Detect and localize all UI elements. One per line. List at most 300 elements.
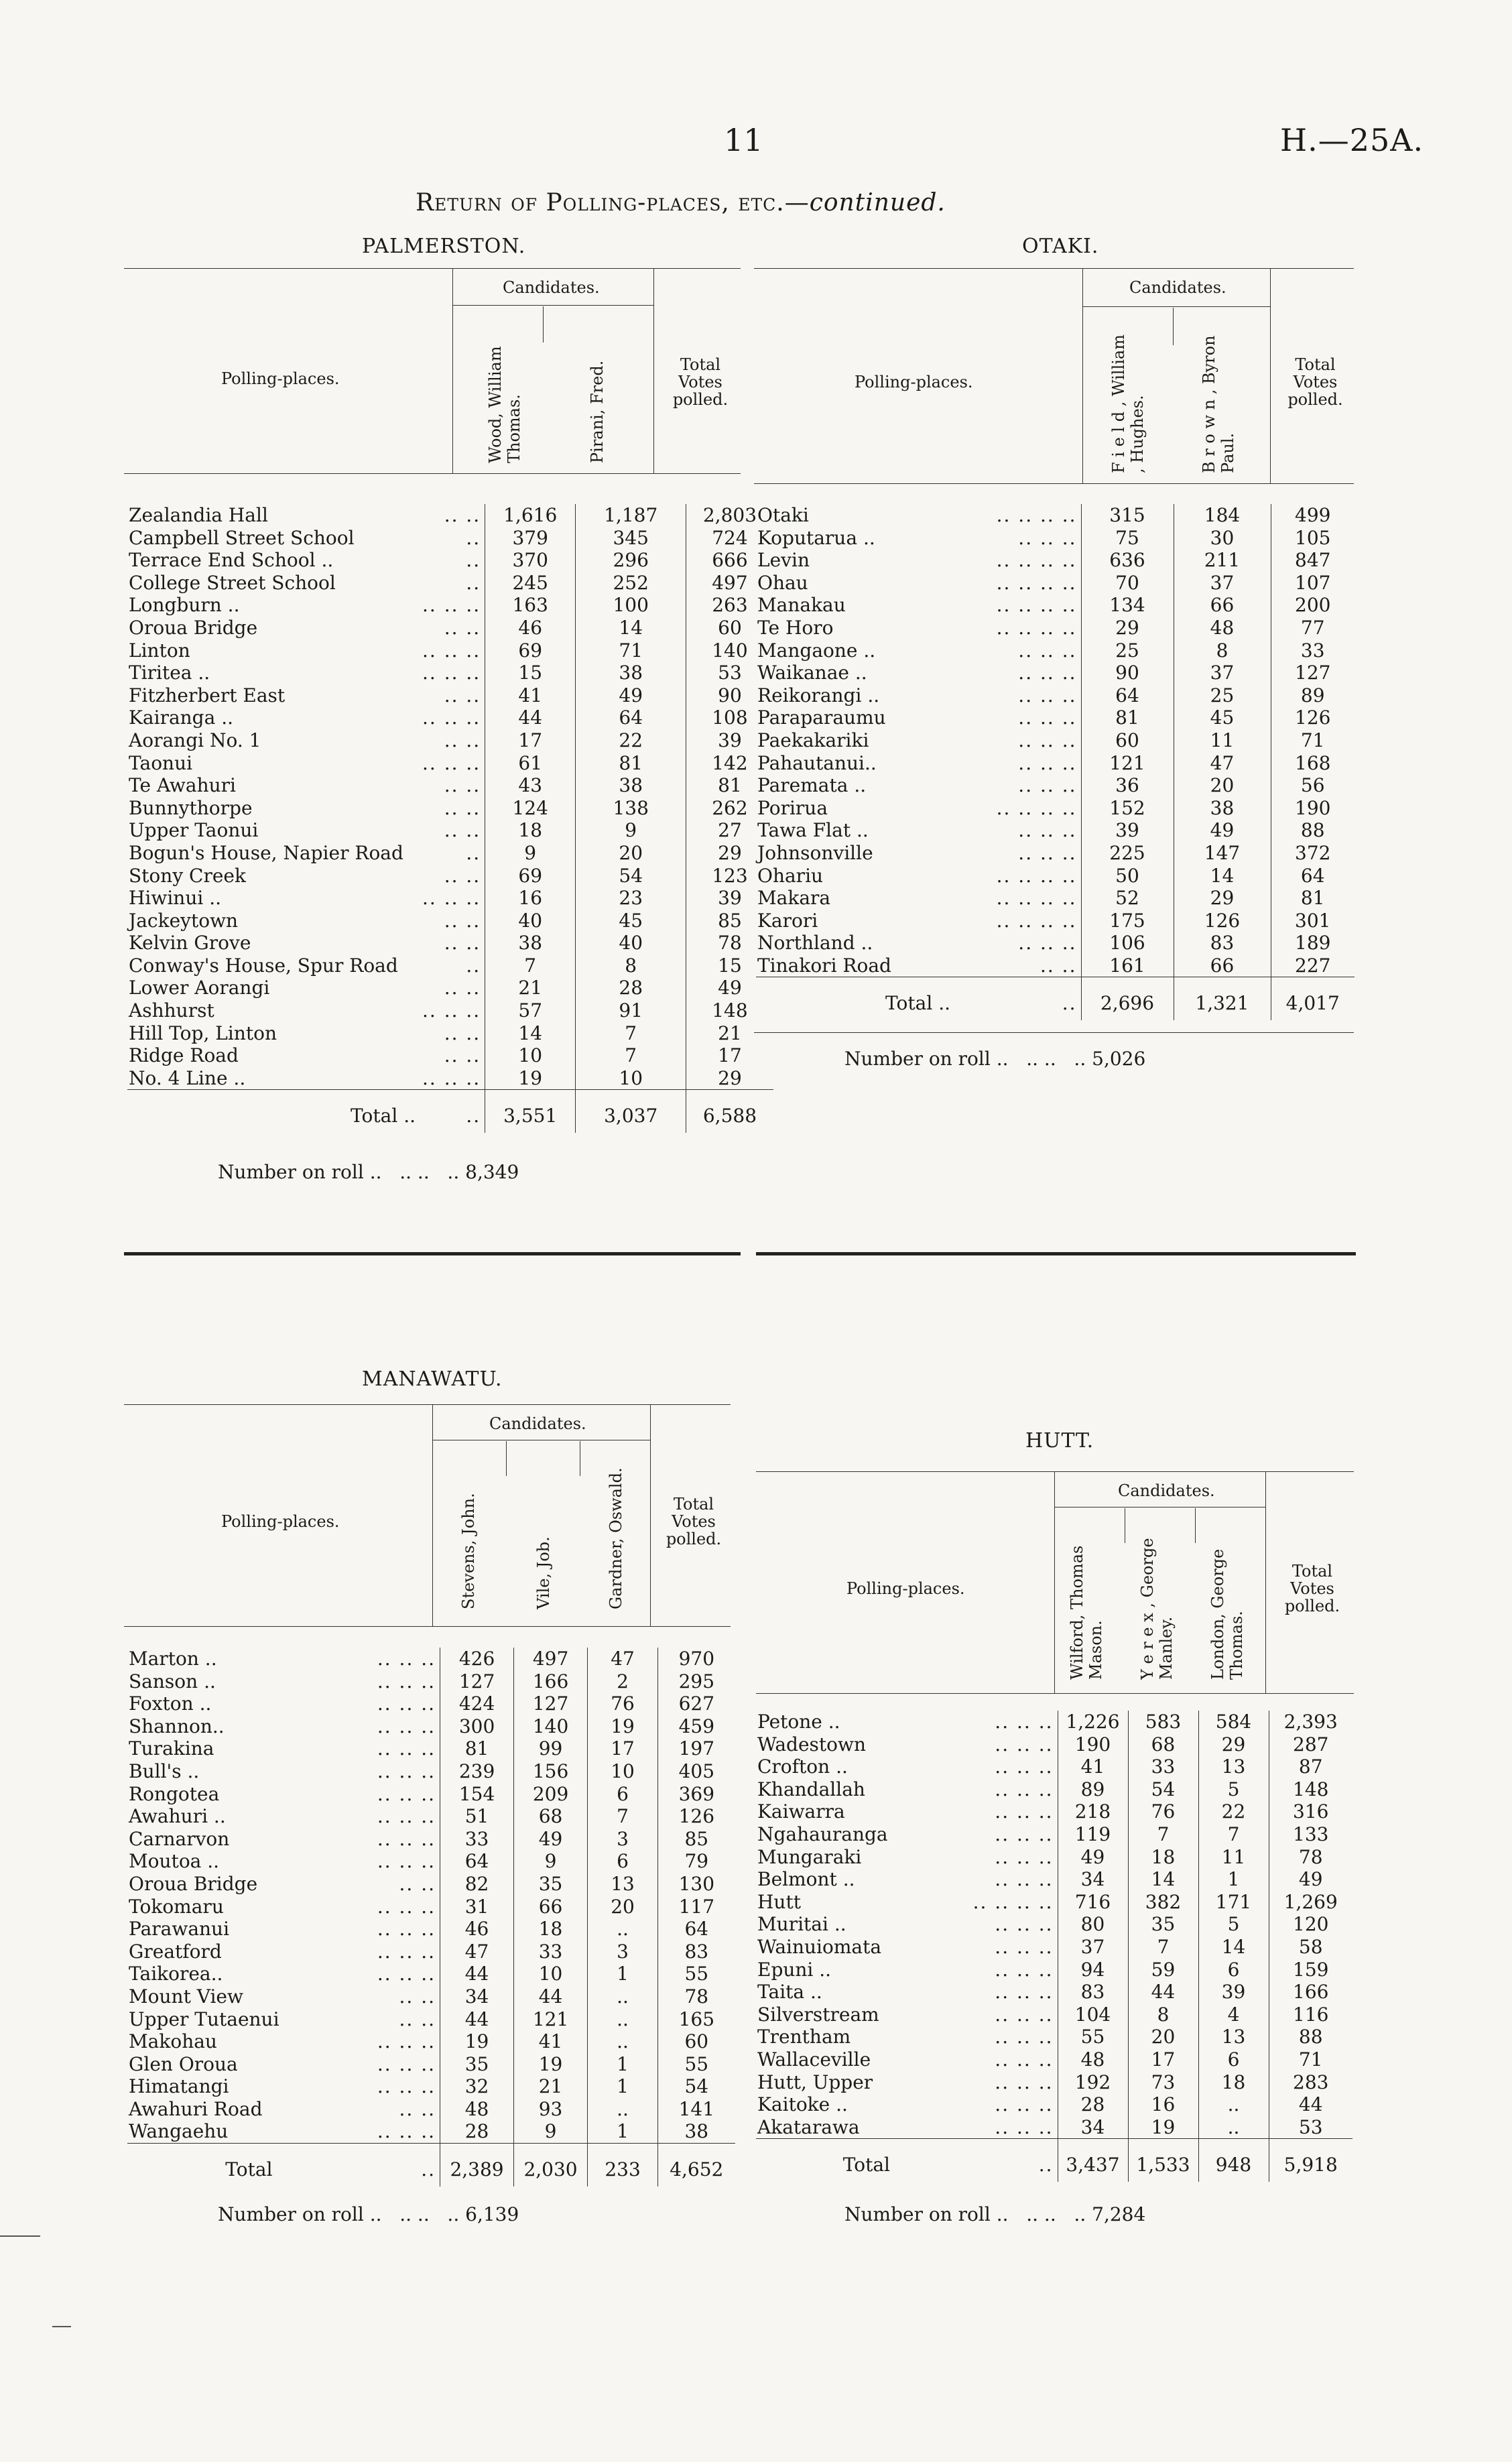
table-row [756,1981,1352,2004]
total-votes: 123 [686,865,773,887]
candidate-votes: 25 [1081,639,1174,662]
leader-dots: .. .. .. [995,1958,1054,1981]
candidate-votes: 69 [485,865,576,887]
leader-dots: .. .. .. [1018,841,1077,864]
candidate-votes: 8 [576,955,686,977]
candidate-votes: 20 [1128,2026,1198,2048]
polling-place-name: Greatford [129,1940,222,1963]
polling-place-name: Moutoa .. [129,1850,220,1873]
polling-place-name: Stony Creek [129,864,246,887]
candidate-votes: 19 [485,1067,576,1090]
candidate-votes: 44 [440,1963,514,1985]
palmerston-candidates-heading: Candidates. [503,278,600,297]
polling-place-name: Ridge Road [129,1044,239,1067]
leader-dots: .. .. .. [1018,526,1077,549]
table-row [756,1800,1352,1823]
table-row [127,1067,773,1090]
total-votes: 89 [1271,684,1354,707]
total-votes: 227 [1271,955,1354,977]
candidate-votes: 19 [440,2030,514,2053]
table-row [127,2008,735,2031]
palmerston-candidate-1: Wood, William Thomas. [486,346,523,463]
candidate-votes: 1,226 [1058,1711,1128,1733]
table-row [756,910,1354,932]
polling-place-name: Crofton .. [757,1756,848,1778]
polling-place-name: Petone .. [757,1711,840,1733]
leader-dots: .. .. .. .. [996,796,1077,819]
candidate-votes: 163 [485,594,576,617]
candidate-votes: 7 [576,1044,686,1067]
candidate-votes: 80 [1058,1913,1128,1936]
manawatu-candidate-1: Stevens, John. [459,1493,478,1609]
palmerston-candidate-2: Pirani, Fred. [588,360,607,463]
candidate-votes: 40 [485,910,576,932]
palmerston-header [124,268,741,474]
candidate-votes: 239 [440,1760,514,1783]
candidate-votes: 152 [1081,797,1174,820]
total-votes: 263 [686,594,773,617]
candidate-votes: 37 [1174,572,1271,595]
polling-place-name: Paekakariki [757,729,869,751]
polling-place-name: Belmont .. [757,1868,855,1891]
candidate-votes: 33 [440,1828,514,1851]
polling-place-name: Awahuri .. [129,1805,226,1828]
candidate-votes: 49 [1058,1846,1128,1869]
polling-place-name: Mangaone .. [757,639,876,662]
table-row [127,706,773,729]
candidate-votes: 47 [440,1941,514,1963]
polling-place-name: Oroua Bridge [129,1872,258,1895]
polling-place-name: Reikorangi .. [757,684,880,706]
total-votes: 301 [1271,910,1354,932]
leader-dots: .. .. .. [377,1918,436,1941]
total-votes: 29 [686,1067,773,1090]
candidate-votes: 39 [1198,1981,1269,2004]
total-votes: 49 [1269,1868,1352,1891]
table-row [756,752,1354,775]
candidate-votes: 91 [576,999,686,1022]
candidate-votes: 46 [440,1918,514,1941]
polling-place-name: Ohau [757,571,808,594]
candidate-votes: 218 [1058,1800,1128,1823]
candidate-votes: 68 [1128,1733,1198,1756]
total-votes: 85 [686,910,773,932]
table-row [756,2026,1352,2048]
candidate-votes: 31 [440,1896,514,1918]
candidate-votes: 66 [1174,955,1271,977]
leader-dots: .. .. .. [377,1805,436,1828]
total-votes: 33 [1271,639,1354,662]
leader-dots: .. .. .. [1018,684,1077,706]
table-row [127,797,773,820]
grand-total: 5,918 [1269,2139,1352,2182]
polling-place-name: Mount View [129,1985,243,2008]
table-row [127,910,773,932]
leader-dots: .. .. .. [1018,751,1077,774]
candidate-votes: 23 [576,887,686,910]
candidate-votes: 6 [588,1783,658,1806]
leader-dots: .. .. [444,1044,481,1067]
polling-place-name: Bull's .. [129,1760,200,1782]
leader-dots: .. .. .. .. [996,909,1077,932]
polling-place-name: Karori [757,909,818,932]
polling-place-name: Ngahauranga [757,1823,888,1845]
table-row [127,1670,735,1693]
total-votes: 372 [1271,842,1354,865]
candidate-votes: 29 [1198,1733,1269,1756]
polling-place-name: Ashhurst [129,999,214,1022]
total-votes: 88 [1269,2026,1352,2048]
candidate-votes: 64 [1081,684,1174,707]
leader-dots: .. .. .. [377,2052,436,2075]
table-row [127,1896,735,1918]
leader-dots: .. .. [444,1022,481,1044]
polling-place-name: Kaitoke .. [757,2093,848,2116]
table-row [756,706,1354,729]
candidate-total: 3,551 [485,1090,576,1133]
candidate-votes: 38 [576,662,686,684]
hutt-header [756,1471,1354,1694]
candidate-votes: 22 [1198,1800,1269,1823]
leader-dots: .. .. .. [422,999,481,1022]
total-votes: 108 [686,706,773,729]
leader-dots: .. .. .. [377,2120,436,2143]
candidate-votes: 49 [1174,819,1271,842]
candidate-votes: 7 [588,1805,658,1828]
table-row [756,684,1354,707]
leader-dots: .. .. .. .. [996,504,1077,526]
candidate-votes: 9 [514,2120,588,2143]
candidate-votes: 18 [514,1918,588,1941]
leader-dots: .. .. .. [995,1711,1054,1733]
polling-place-name: Northland .. [757,932,873,955]
polling-place-name: Manakau [757,594,846,617]
leader-dots: .. .. .. [1018,932,1077,955]
leader-dots: .. .. .. [377,1737,436,1760]
candidate-votes: 75 [1081,527,1174,550]
table-row [756,865,1354,887]
polling-place-name: Hill Top, Linton [129,1022,277,1044]
polling-place-name: Epuni .. [757,1958,832,1981]
candidate-votes: 94 [1058,1959,1128,1981]
return-title-main: Return of Polling-places, etc.— [416,189,810,217]
table-row [756,639,1354,662]
total-votes: 81 [686,774,773,797]
leader-dots: .. .. .. [995,1800,1054,1823]
total-votes: 316 [1269,1800,1352,1823]
total-votes: 148 [1269,1778,1352,1801]
candidate-votes: 140 [514,1715,588,1738]
polling-place-name: Glen Oroua [129,2052,238,2075]
total-label: Total [756,2139,897,2182]
candidate-votes: 34 [1058,1868,1128,1891]
polling-place-name: Conway's House, Spur Road [129,954,398,977]
polling-place-name: Ohariu [757,864,824,887]
total-votes: 459 [658,1715,735,1738]
polling-place-name: College Street School [129,571,336,594]
leader-dots: .. .. [444,729,481,751]
leader-dots: .. .. .. [377,1827,436,1850]
total-votes: 54 [658,2075,735,2098]
candidate-votes: 83 [1174,932,1271,955]
candidate-votes: 39 [1081,819,1174,842]
table-row [127,1692,735,1715]
candidate-votes: 69 [485,639,576,662]
candidate-votes: 54 [576,865,686,887]
table-row [127,977,773,999]
palmerston-polling-places-heading: Polling-places. [221,369,340,388]
leader-dots: .. .. .. .. [996,571,1077,594]
total-votes: 53 [686,662,773,684]
polling-place-name: Zealandia Hall [129,504,268,526]
candidate-votes: 60 [1081,729,1174,752]
total-votes: 126 [658,1805,735,1828]
candidate-votes: 82 [440,1873,514,1896]
candidate-votes: 76 [588,1692,658,1715]
candidate-votes: 16 [1128,2093,1198,2116]
total-votes: 283 [1269,2071,1352,2094]
candidate-votes: 106 [1081,932,1174,955]
otaki-candidate-2: B r o w n , Byron Paul. [1200,335,1237,473]
table-row [127,1715,735,1738]
leader-dots: .. .. [399,2097,436,2120]
table-row [127,1760,735,1783]
leader-dots: .. .. .. [377,1648,436,1670]
candidate-votes: 1 [1198,1868,1269,1891]
candidate-votes: 70 [1081,572,1174,595]
table-row [127,887,773,910]
candidate-votes: .. [588,1985,658,2008]
leader-dots: .. .. .. [422,639,481,662]
candidate-votes: 18 [485,819,576,842]
total-votes: 2,393 [1269,1711,1352,1733]
candidate-votes: 7 [1128,1936,1198,1959]
candidate-votes: 6 [588,1850,658,1873]
candidate-votes: 1,187 [576,504,686,527]
candidate-votes: 28 [576,977,686,999]
polling-place-name: Parawanui [129,1918,230,1941]
candidate-votes: 30 [1174,527,1271,550]
candidate-votes: 17 [485,729,576,752]
candidate-votes: .. [588,1918,658,1941]
leader-dots: .. .. [444,616,481,639]
total-row [127,1090,773,1133]
total-votes: 83 [658,1941,735,1963]
total-votes: 148 [686,999,773,1022]
total-votes: 295 [658,1670,735,1693]
polling-place-name: Khandallah [757,1778,865,1800]
candidate-total: 3,437 [1058,2139,1128,2182]
polling-place-name: Campbell Street School [129,526,355,549]
candidate-votes: 44 [514,1985,588,2008]
candidate-votes: 52 [1081,887,1174,910]
polling-place-name: Makohau [129,2030,217,2053]
polling-place-name: Hutt, Upper [757,2071,873,2093]
candidate-votes: 225 [1081,842,1174,865]
table-row [756,1891,1352,1914]
total-votes: 117 [658,1896,735,1918]
hutt-candidate-3: London, George Thomas. [1208,1548,1246,1680]
candidate-votes: 20 [1174,774,1271,797]
total-votes: 27 [686,819,773,842]
candidate-votes: 41 [514,2030,588,2053]
total-votes: 127 [1271,662,1354,684]
polling-place-name: Turakina [129,1737,214,1760]
candidate-votes: 127 [440,1670,514,1693]
polling-place-name: Trentham [757,2026,851,2048]
candidate-votes: 6 [1198,2048,1269,2071]
otaki-polling-places-heading: Polling-places. [855,373,973,391]
leader-dots: .. [466,841,481,864]
candidate-votes: 127 [514,1692,588,1715]
leader-dots: .. .. .. [995,2048,1054,2071]
candidate-votes: 29 [1174,887,1271,910]
total-label: Total .. [127,1090,422,1133]
candidate-votes: 8 [1174,639,1271,662]
candidate-votes: 21 [514,2075,588,2098]
table-row [127,639,773,662]
leader-dots: .. .. .. [377,2030,436,2053]
polling-place-name: Waikanae .. [757,662,867,684]
candidate-votes: 192 [1058,2071,1128,2094]
polling-place-name: Taikorea.. [129,1963,223,1985]
polling-place-name: Fitzherbert East [129,684,286,706]
total-votes: 724 [686,527,773,550]
table-row [756,797,1354,820]
polling-place-name: Kairanga .. [129,706,233,729]
total-votes: 126 [1271,706,1354,729]
leader-dots: .. .. .. [377,1715,436,1737]
candidate-votes: .. [1198,2116,1269,2139]
candidate-votes: 19 [514,2053,588,2076]
candidate-votes: 35 [514,1873,588,1896]
table-row [756,1959,1352,1981]
polling-place-name: Wainuiomata [757,1935,882,1958]
total-votes: 499 [1271,504,1354,527]
total-votes: 71 [1269,2048,1352,2071]
candidate-votes: 100 [576,594,686,617]
leader-dots: .. .. .. [422,751,481,774]
table-row [756,1711,1352,1733]
candidate-votes: 134 [1081,594,1174,617]
leader-dots: .. .. [444,796,481,819]
candidate-votes: 44 [485,706,576,729]
table-row [756,527,1354,550]
total-label: Total [127,2144,279,2187]
leader-dots: .. .. .. .. [996,594,1077,617]
leader-dots: .. .. .. [995,1733,1054,1756]
candidate-votes: 25 [1174,684,1271,707]
leader-dots: .. .. .. .. [972,1890,1054,1913]
total-votes: 141 [658,2098,735,2121]
candidate-votes: 55 [1058,2026,1128,2048]
total-votes: 197 [658,1737,735,1760]
total-votes: 369 [658,1783,735,1806]
total-votes: 159 [1269,1959,1352,1981]
hutt-total-votes-heading: Total Votes polled. [1284,1562,1340,1615]
total-votes: 133 [1269,1823,1352,1846]
candidate-votes: 171 [1198,1891,1269,1914]
table-row [756,887,1354,910]
table-row [127,932,773,955]
total-row [127,2144,735,2187]
polling-place-name: Wallaceville [757,2048,871,2071]
candidate-votes: 7 [1128,1823,1198,1846]
total-votes: 200 [1271,594,1354,617]
candidate-votes: 37 [1174,662,1271,684]
table-row [127,819,773,842]
polling-place-name: Pahautanui.. [757,751,877,774]
candidate-votes: 1,616 [485,504,576,527]
table-row [756,1913,1352,1936]
leader-dots: .. .. [444,977,481,999]
leader-dots: .. [466,526,481,549]
candidate-votes: 45 [1174,706,1271,729]
polling-place-name: Kaiwarra [757,1800,845,1823]
candidate-votes: 138 [576,797,686,820]
candidate-votes: 370 [485,549,576,572]
candidate-votes: 154 [440,1783,514,1806]
leader-dots: .. .. .. [995,2003,1054,2026]
hutt-candidates-heading: Candidates. [1118,1481,1215,1500]
candidate-votes: 36 [1081,774,1174,797]
table-row [756,1846,1352,1869]
candidate-votes: 497 [514,1648,588,1670]
total-votes: 166 [1269,1981,1352,2004]
total-votes: 78 [1269,1846,1352,1869]
total-votes: 64 [1271,865,1354,887]
total-votes: 189 [1271,932,1354,955]
palmerston-table [127,504,773,1133]
candidate-votes: 44 [1128,1981,1198,2004]
table-row [127,1963,735,1985]
candidate-total: 3,037 [576,1090,686,1133]
table-row [127,1850,735,1873]
candidate-votes: 93 [514,2098,588,2121]
leader-dots: .. .. .. [377,1895,436,1918]
candidate-votes: .. [1198,2093,1269,2116]
leader-dots: .. .. .. .. [996,549,1077,572]
table-row [756,819,1354,842]
leader-dots: .. .. [444,864,481,887]
polling-place-name: Aorangi No. 1 [129,729,261,751]
polling-place-name: Carnarvon [129,1827,230,1850]
table-row [127,504,773,527]
polling-place-name: Levin [757,549,810,572]
polling-place-name: Tinakori Road [757,954,891,977]
table-row [756,955,1354,977]
candidate-total: 233 [588,2144,658,2187]
leader-dots: .. .. .. [1018,819,1077,842]
table-row [756,1936,1352,1959]
polling-place-name: Sanson .. [129,1670,216,1692]
manawatu-candidates-heading: Candidates. [489,1414,586,1433]
candidate-votes: 50 [1081,865,1174,887]
polling-place-name: Himatangi [129,2075,229,2098]
polling-place-name: Awahuri Road [129,2097,263,2120]
candidate-votes: .. [588,2030,658,2053]
leader-dots: .. [466,571,481,594]
leader-dots: .. [279,2144,440,2187]
polling-place-name: Foxton .. [129,1692,212,1715]
leader-dots: .. .. .. [1018,662,1077,684]
total-votes: 627 [658,1692,735,1715]
candidate-votes: 64 [440,1850,514,1873]
candidate-votes: 54 [1128,1778,1198,1801]
candidate-votes: 17 [1128,2048,1198,2071]
leader-dots: .. .. .. [995,1823,1054,1845]
candidate-votes: 20 [576,842,686,865]
